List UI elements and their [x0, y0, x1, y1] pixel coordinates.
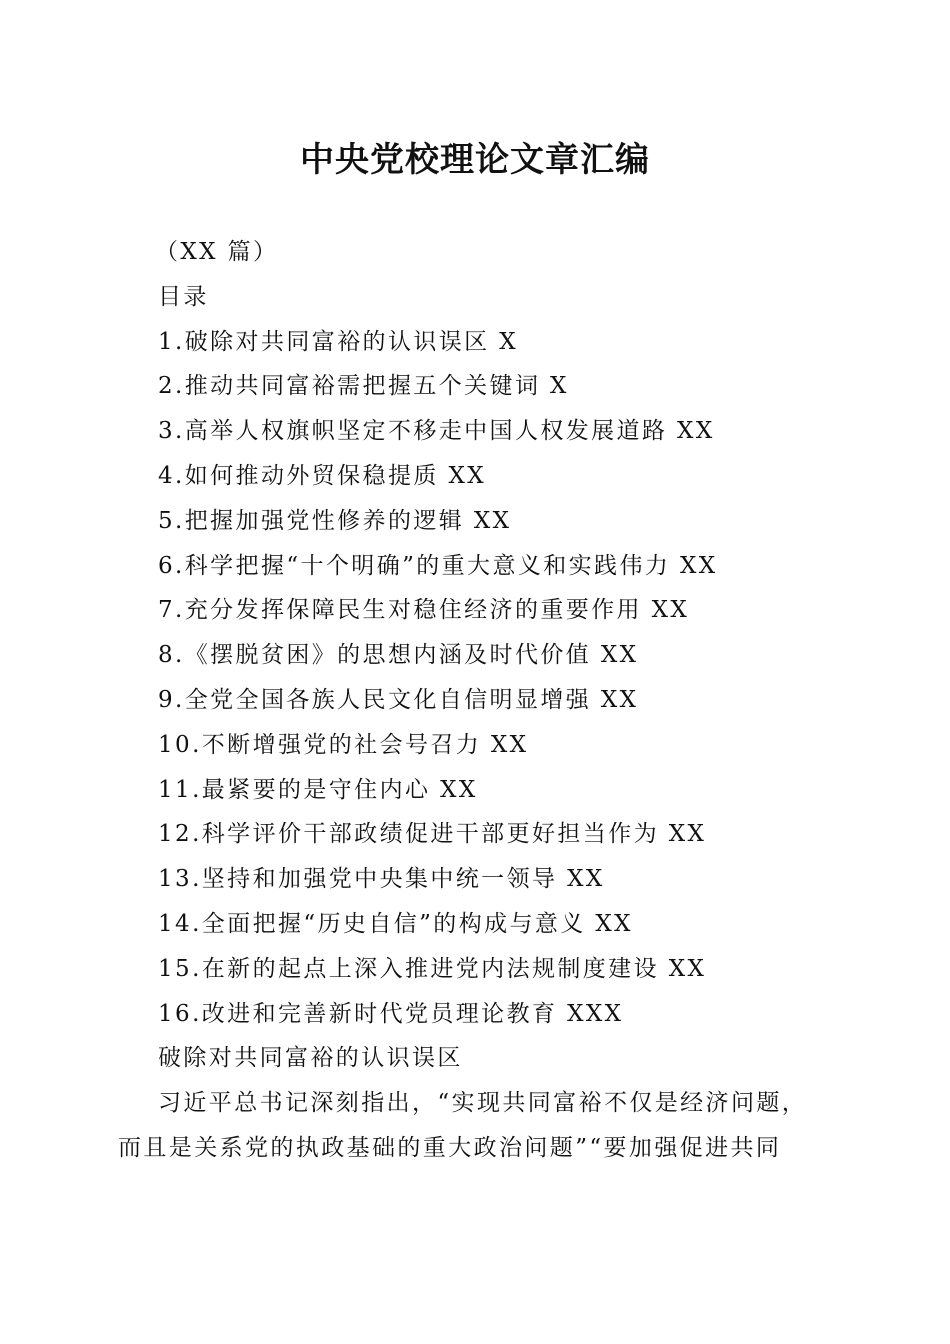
- toc-item: 11.最紧要的是守住内心 XX: [158, 776, 478, 803]
- toc-item: 5.把握加强党性修养的逻辑 XX: [158, 507, 512, 534]
- toc-item: 7.充分发挥保障民生对稳住经济的重要作用 XX: [158, 597, 690, 624]
- toc-item: 13.坚持和加强党中央集中统一领导 XX: [158, 866, 605, 893]
- toc-item: 2.推动共同富裕需把握五个关键词 X: [158, 373, 569, 400]
- toc-item: 14.全面把握“历史自信”的构成与意义 XX: [158, 910, 633, 937]
- toc-heading: 目录: [158, 283, 209, 310]
- document-body: [118, 230, 830, 1171]
- toc-item: 1.破除对共同富裕的认识误区 X: [158, 328, 519, 355]
- toc-item: 16.改进和完善新时代党员理论教育 XXX: [158, 1000, 624, 1027]
- toc-item: 12.科学评价干部政绩促进干部更好担当作为 XX: [158, 821, 707, 848]
- toc-item: 6.科学把握“十个明确”的重大意义和实践伟力 XX: [158, 552, 718, 579]
- body-paragraph: 习近平总书记深刻指出，“实现共同富裕不仅是经济问题，而且是关系党的执政基础的重大政治问题”“要加强促进共同: [118, 1090, 808, 1161]
- toc-item: 3.高举人权旗帜坚定不移走中国人权发展道路 XX: [158, 418, 715, 445]
- section-heading: 破除对共同富裕的认识误区: [158, 1045, 463, 1072]
- table-of-contents: [118, 320, 830, 1037]
- document-title: 中央党校理论文章汇编: [300, 140, 650, 180]
- toc-item: 9.全党全国各族人民文化自信明显增强 XX: [158, 686, 639, 713]
- toc-item: 15.在新的起点上深入推进党内法规制度建设 XX: [158, 955, 707, 982]
- toc-item: 10.不断增强党的社会号召力 XX: [158, 731, 529, 758]
- toc-item: 8.《摆脱贫困》的思想内涵及时代价值 XX: [158, 642, 639, 669]
- toc-item: 4.如何推动外贸保稳提质 XX: [158, 462, 487, 489]
- article-count: （XX 篇）: [155, 239, 279, 265]
